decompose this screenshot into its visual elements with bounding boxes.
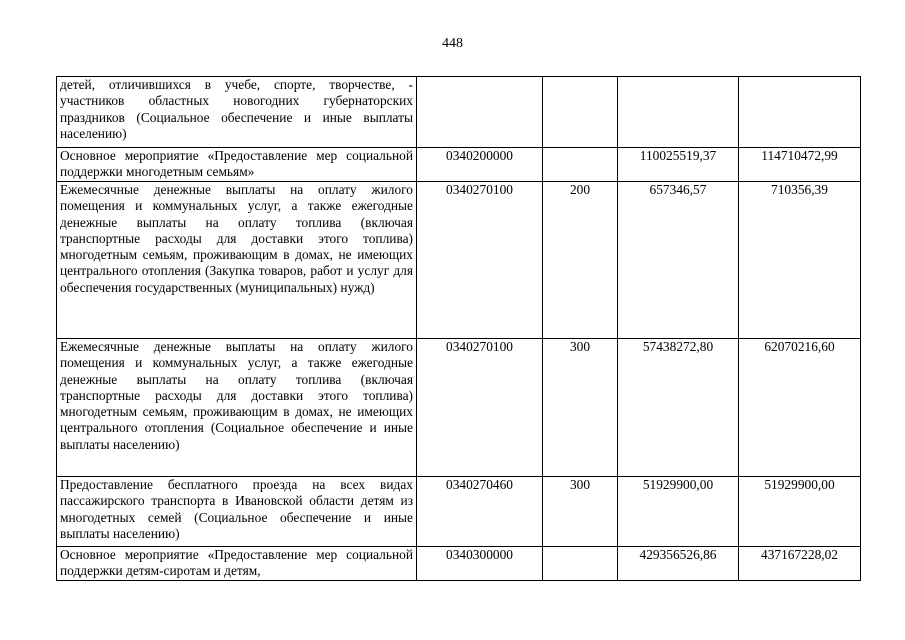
table-row <box>57 547 861 581</box>
expense-name-cell: детей, отличившихся в учебе, спорте, творчестве, - участников областных новогодних губернаторских праздников (Социальное обеспечение и иные выплаты населению) <box>57 77 417 148</box>
table-row <box>57 148 861 182</box>
table-row <box>57 77 861 148</box>
expense-type-cell: 300 <box>543 339 618 477</box>
amount-year2-cell: 51929900,00 <box>739 477 861 547</box>
target-code-cell: 0340270460 <box>417 477 543 547</box>
amount-year1-cell: 110025519,37 <box>618 148 739 182</box>
expense-type-cell: 200 <box>543 182 618 339</box>
expense-type-cell <box>543 148 618 182</box>
amount-year1-cell <box>618 77 739 148</box>
amount-year1-cell: 657346,57 <box>618 182 739 339</box>
amount-year2-cell: 114710472,99 <box>739 148 861 182</box>
table-row <box>57 477 861 547</box>
expense-type-cell <box>543 77 618 148</box>
expense-name-cell: Ежемесячные денежные выплаты на оплату жилого помещения и коммунальных услуг, а также ежегодные денежные выплаты на оплату топлива (включая транспортные расходы для доставки этого топлива) многодетным семьям, проживающим в домах, не имеющих центрального отопления (Социальное обеспечение и иные выплаты населению) <box>57 339 417 477</box>
amount-year2-cell: 62070216,60 <box>739 339 861 477</box>
page-number: 448 <box>442 36 463 51</box>
expense-name-cell: Предоставление бесплатного проезда на всех видах пассажирского транспорта в Ивановской области детям из многодетных семей (Социальное обеспечение и иные выплаты населению) <box>57 477 417 547</box>
amount-year2-cell: 437167228,02 <box>739 547 861 581</box>
expense-name-cell: Ежемесячные денежные выплаты на оплату жилого помещения и коммунальных услуг, а также ежегодные денежные выплаты на оплату топлива (включая транспортные расходы для доставки этого топлива) многодетным семьям, проживающим в домах, не имеющих центрального отопления (Закупка товаров, работ и услуг для обеспечения государственных (муниципальных) нужд) <box>57 182 417 339</box>
expense-name-cell: Основное мероприятие «Предоставление мер социальной поддержки многодетным семьям» <box>57 148 417 182</box>
budget-table <box>56 76 861 581</box>
table-row <box>57 182 861 339</box>
target-code-cell: 0340270100 <box>417 339 543 477</box>
target-code-cell: 0340200000 <box>417 148 543 182</box>
target-code-cell: 0340300000 <box>417 547 543 581</box>
amount-year2-cell: 710356,39 <box>739 182 861 339</box>
amount-year1-cell: 429356526,86 <box>618 547 739 581</box>
target-code-cell <box>417 77 543 148</box>
amount-year1-cell: 51929900,00 <box>618 477 739 547</box>
expense-type-cell <box>543 547 618 581</box>
expense-type-cell: 300 <box>543 477 618 547</box>
expense-name-cell: Основное мероприятие «Предоставление мер социальной поддержки детям-сиротам и детям, <box>57 547 417 581</box>
table-row <box>57 339 861 477</box>
amount-year2-cell <box>739 77 861 148</box>
amount-year1-cell: 57438272,80 <box>618 339 739 477</box>
target-code-cell: 0340270100 <box>417 182 543 339</box>
